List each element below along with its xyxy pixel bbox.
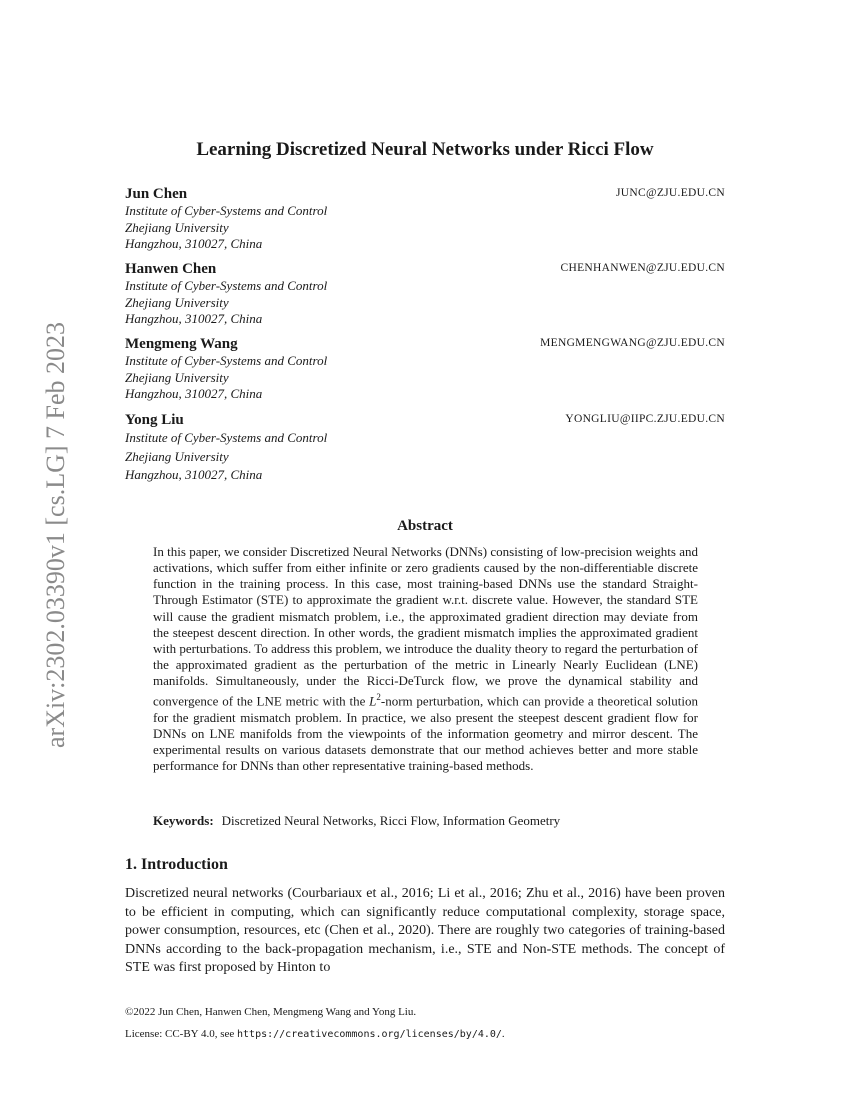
author-email[interactable]: MENGMENGWANG@ZJU.EDU.CN bbox=[540, 337, 725, 349]
author-affiliation: Institute of Cyber-Systems and Control bbox=[125, 203, 328, 218]
abstract-heading: Abstract bbox=[397, 518, 453, 534]
keywords-label: Keywords: bbox=[153, 813, 214, 828]
author-block bbox=[125, 261, 725, 328]
author-block bbox=[125, 336, 725, 403]
author-name: Yong Liu bbox=[125, 412, 184, 428]
author-affiliation: Hangzhou, 310027, China bbox=[125, 467, 263, 482]
author-affiliation: Zhejiang University bbox=[125, 294, 229, 310]
author-affiliation: Hangzhou, 310027, China bbox=[125, 386, 263, 401]
abstract-text-part: In this paper, we consider Discretized Neural Networks (DNNs) consisting of low-precision weights and activations, which suffer from either infinite or zero gradients caused by the non-differentiable discrete function in the training process. In this case, most training-based DNNs use the standard Straight-Through Estimator (STE) to approximate the gradient w.r.t. discrete value. However, the standard STE will cause the gradient mismatch problem, i.e., the approximated gradient direction may deviate from the steepest descent direction. In other words, the gradient mismatch implies the approximated gradient with perturbations. To address this problem, we introduce the duality theory to regard the perturbation of the approximated gradient as the perturbation of the metric in Linearly Nearly Euclidean (LNE) manifolds. Simultaneously, under the Ricci-DeTurck flow, we prove the dynamical stability and convergence of the LNE metric with the bbox=[153, 544, 698, 709]
license-prefix: License: CC-BY 4.0, see bbox=[125, 1028, 238, 1040]
author-email[interactable]: CHENHANWEN@ZJU.EDU.CN bbox=[560, 262, 725, 274]
author-affiliation: Institute of Cyber-Systems and Control bbox=[125, 353, 328, 368]
author-name: Hanwen Chen bbox=[125, 261, 217, 277]
paper-title: Learning Discretized Neural Networks under Ricci Flow bbox=[196, 139, 654, 160]
author-name: Mengmeng Wang bbox=[125, 336, 238, 352]
author-affiliation: Zhejiang University bbox=[125, 448, 229, 464]
norm-symbol: L bbox=[369, 693, 377, 709]
abstract-text-part: -norm perturbation, which can provide a theoretical solution for the gradient mismatch problem. In practice, we also present the steepest descent gradient flow for DNNs on LNE manifolds from the viewpoints of the information geometry and mirror descent. The experimental results on various datasets demonstrate that our method achieves better and more stable performance for DNNs than other representative training-based methods. bbox=[153, 693, 698, 774]
copyright-notice: ©2022 Jun Chen, Hanwen Chen, Mengmeng Wang and Yong Liu. bbox=[125, 1006, 417, 1018]
author-name: Jun Chen bbox=[125, 186, 188, 202]
license-suffix: . bbox=[501, 1028, 505, 1040]
keywords-text: Discretized Neural Networks, Ricci Flow, Information Geometry bbox=[221, 813, 561, 828]
abstract-text bbox=[153, 544, 698, 775]
license-link[interactable]: https://creativecommons.org/licenses/by/4.0/ bbox=[237, 1029, 502, 1040]
author-affiliation: Institute of Cyber-Systems and Control bbox=[125, 430, 328, 445]
author-affiliation: Hangzhou, 310027, China bbox=[125, 236, 263, 251]
license-notice bbox=[125, 1028, 505, 1040]
author-affiliation: Hangzhou, 310027, China bbox=[125, 311, 263, 326]
author-affiliation: Zhejiang University bbox=[125, 369, 229, 385]
arxiv-identifier: arXiv:2302.03390v1 [cs.LG] 7 Feb 2023 bbox=[41, 321, 70, 749]
norm-exponent: 2 bbox=[376, 692, 381, 703]
section-heading: 1. Introduction bbox=[125, 856, 228, 873]
author-block bbox=[125, 412, 725, 485]
introduction-text: Discretized neural networks (Courbariaux et al., 2016; Li et al., 2016; Zhu et al., 2016) have been proven to be efficient in computing, which can significantly reduce computational complexity, storage space, power consumption, resources, etc (Chen et al., 2020). There are roughly two categories of training-based DNNs according to the back-propagation mechanism, i.e., STE and Non-STE methods. The concept of STE was first proposed by Hinton to bbox=[125, 886, 725, 975]
author-block bbox=[125, 186, 725, 253]
author-email[interactable]: YONGLIU@IIPC.ZJU.EDU.CN bbox=[565, 413, 725, 425]
keywords-line bbox=[153, 813, 698, 829]
author-affiliation: Zhejiang University bbox=[125, 219, 229, 235]
author-affiliation: Institute of Cyber-Systems and Control bbox=[125, 278, 328, 293]
author-email[interactable]: JUNC@ZJU.EDU.CN bbox=[615, 187, 725, 199]
